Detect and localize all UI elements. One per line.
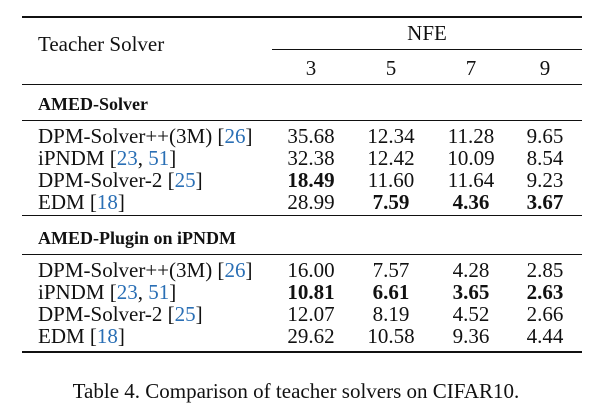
citation-link[interactable]: 18 [96, 324, 118, 348]
table-cell: 16.00 [287, 258, 335, 282]
citation-bracket: ] [195, 168, 203, 192]
table-cell: 3.67 [526, 190, 564, 214]
table-cell: 8.54 [526, 146, 564, 170]
table-cell: 32.38 [287, 146, 335, 170]
table-cell: 28.99 [287, 190, 335, 214]
citation-bracket: ] [169, 146, 177, 170]
citation-link[interactable]: 51 [148, 146, 170, 170]
solver-label [38, 168, 203, 192]
citation-link[interactable]: 18 [96, 190, 118, 214]
table-cell: 7.57 [372, 258, 410, 282]
table-cell: 10.09 [447, 146, 495, 170]
table-cell: 10.58 [367, 324, 415, 348]
solver-name: EDM [ [38, 190, 97, 214]
citation-bracket: ] [117, 190, 125, 214]
table-cell: 9.23 [526, 168, 564, 192]
table-cell: 2.63 [526, 280, 564, 304]
solver-label: iPNDM [23, 51] [38, 146, 177, 170]
table-cell: 4.36 [452, 190, 490, 214]
solver-label [38, 124, 252, 148]
nfe-header-5: 5 [385, 56, 397, 80]
header-rule [22, 84, 582, 85]
table-cell: 3.65 [452, 280, 490, 304]
citation-link[interactable]: 26 [224, 258, 246, 282]
solver-label [38, 324, 125, 348]
bottom-rule [22, 351, 582, 353]
solver-name: iPNDM [ [38, 146, 117, 170]
solver-name: DPM-Solver++(3M) [ [38, 124, 225, 148]
table-cell: 11.64 [447, 168, 495, 192]
table-cell: 11.60 [367, 168, 415, 192]
solver-name: DPM-Solver++(3M) [ [38, 258, 225, 282]
citation-link[interactable]: 26 [224, 124, 246, 148]
citation-bracket: ] [245, 258, 253, 282]
table-cell: 29.62 [287, 324, 335, 348]
table-cell: 7.59 [372, 190, 410, 214]
top-rule [22, 16, 582, 18]
table-cell: 12.42 [367, 146, 415, 170]
solver-label: iPNDM [23, 51] [38, 280, 177, 304]
citation-bracket: ] [245, 124, 253, 148]
solver-name: EDM [ [38, 324, 97, 348]
citation-bracket: ] [117, 324, 125, 348]
nfe-header-3: 3 [305, 56, 317, 80]
section-divider-rule [22, 215, 582, 216]
table-cell: 12.34 [367, 124, 415, 148]
citation-link[interactable]: 23 [116, 280, 138, 304]
citation-link[interactable]: 25 [174, 302, 196, 326]
solver-label [38, 258, 252, 282]
table-cell: 6.61 [372, 280, 410, 304]
table-caption: Table 4. Comparison of teacher solvers on CIFAR10. [72, 379, 520, 403]
nfe-group-header: NFE [407, 21, 447, 45]
citation-bracket: ] [195, 302, 203, 326]
table-cell: 8.19 [372, 302, 410, 326]
solver-label [38, 190, 125, 214]
solver-name: DPM-Solver-2 [ [38, 302, 175, 326]
solver-label [38, 302, 203, 326]
table-cell: 2.66 [526, 302, 564, 326]
table-cell: 2.85 [526, 258, 564, 282]
section-title-amed-plugin: AMED-Plugin on iPNDM [38, 228, 236, 248]
solver-name: DPM-Solver-2 [ [38, 168, 175, 192]
table-cell: 10.81 [287, 280, 335, 304]
table-cell: 4.44 [526, 324, 564, 348]
citation-bracket: ] [169, 280, 177, 304]
table-cell: 12.07 [287, 302, 335, 326]
section-title-amed-solver: AMED-Solver [38, 94, 148, 114]
section1-rule [22, 120, 582, 121]
table-cell: 11.28 [447, 124, 495, 148]
table-cell: 9.36 [452, 324, 490, 348]
nfe-group-rule [272, 49, 582, 50]
table-cell: 4.28 [452, 258, 490, 282]
table-cell: 9.65 [526, 124, 564, 148]
teacher-solver-header: Teacher Solver [38, 32, 165, 56]
section2-rule [22, 254, 582, 255]
citation-link[interactable]: 25 [174, 168, 196, 192]
table-cell: 4.52 [452, 302, 490, 326]
nfe-header-9: 9 [539, 56, 551, 80]
table-cell: 35.68 [287, 124, 335, 148]
citation-link[interactable]: 51 [148, 280, 170, 304]
solver-name: iPNDM [ [38, 280, 117, 304]
nfe-header-7: 7 [465, 56, 477, 80]
table-cell: 18.49 [287, 168, 335, 192]
citation-link[interactable]: 23 [116, 146, 138, 170]
